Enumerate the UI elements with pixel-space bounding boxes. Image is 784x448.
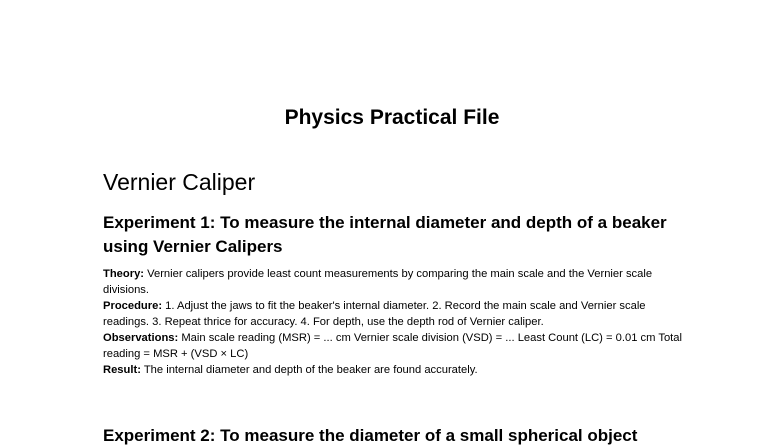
experiment-1-body — [103, 266, 683, 378]
observations-paragraph — [103, 330, 683, 362]
theory-label: Theory: — [103, 268, 145, 280]
experiment-2-title: Experiment 2: To measure the diameter of a small spherical object — [103, 426, 638, 445]
procedure-text: 1. Adjust the jaws to fit the beaker's internal diameter. 2. Record the main scale and Vernier scale readings. 3. Repeat thrice for accuracy. 4. For depth, use the depth rod of Vernier caliper. — [103, 300, 646, 328]
result-text: The internal diameter and depth of the beaker are found accurately. — [140, 364, 478, 376]
procedure-label: Procedure: — [103, 300, 163, 312]
theory-paragraph — [103, 266, 683, 298]
experiment-1-title: Experiment 1: To measure the internal diameter and depth of a beaker using Vernier Calipers — [103, 213, 667, 256]
result-label: Result: — [103, 364, 141, 376]
observations-label: Observations: — [103, 332, 179, 344]
observations-text: Main scale reading (MSR) = ... cm Vernier scale division (VSD) = ... Least Count (LC) = 0.01 cm Total reading = MSR + (VSD × LC) — [103, 332, 682, 360]
section-title: Vernier Caliper — [103, 169, 256, 195]
theory-text: Vernier calipers provide least count measurements by comparing the main scale and the Vernier scale divisions. — [103, 268, 653, 296]
procedure-paragraph — [103, 298, 683, 330]
result-paragraph — [103, 362, 683, 378]
document-title: Physics Practical File — [284, 106, 500, 129]
